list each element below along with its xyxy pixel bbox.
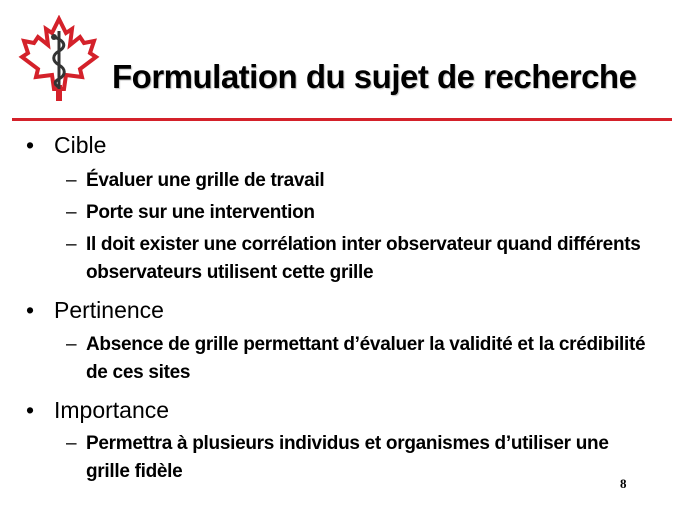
sub-bullet [66,202,315,224]
section-heading: Importance [54,397,170,423]
dash-icon: – [66,433,77,454]
sub-bullet-text: Évaluer une grille de travail [86,170,325,191]
bullet-icon: • [26,132,35,158]
sub-bullet-text: Permettra à plusieurs individus et organismes d’utiliser une [86,433,609,454]
bullet-pertinence [26,297,164,324]
section-heading: Pertinence [54,297,164,323]
dash-icon: – [66,170,77,191]
bullet-icon: • [26,297,35,323]
sub-bullet-continuation: de ces sites [86,362,191,383]
bullet-cible [26,132,106,159]
dash-icon: – [66,334,77,355]
bullet-icon: • [26,397,35,423]
sub-bullet-text: Porte sur une intervention [86,202,315,223]
dash-icon: – [66,202,77,223]
sub-bullet-text: Absence de grille permettant d’évaluer la validité et la crédibilité [86,334,646,355]
sub-bullet [66,433,609,455]
sub-bullet [66,170,324,192]
bullet-importance [26,397,169,424]
section-heading: Cible [54,132,107,158]
slide-title: Formulation du sujet de recherche [112,58,637,95]
sub-bullet-text: Il doit exister une corrélation inter observateur quand différents [86,234,641,255]
sub-bullet-continuation: observateurs utilisent cette grille [86,262,374,283]
sub-bullet [66,334,645,356]
dash-icon: – [66,234,77,255]
page-number: 8 [620,476,627,491]
sub-bullet-continuation: grille fidèle [86,461,183,482]
sub-bullet [66,234,641,256]
